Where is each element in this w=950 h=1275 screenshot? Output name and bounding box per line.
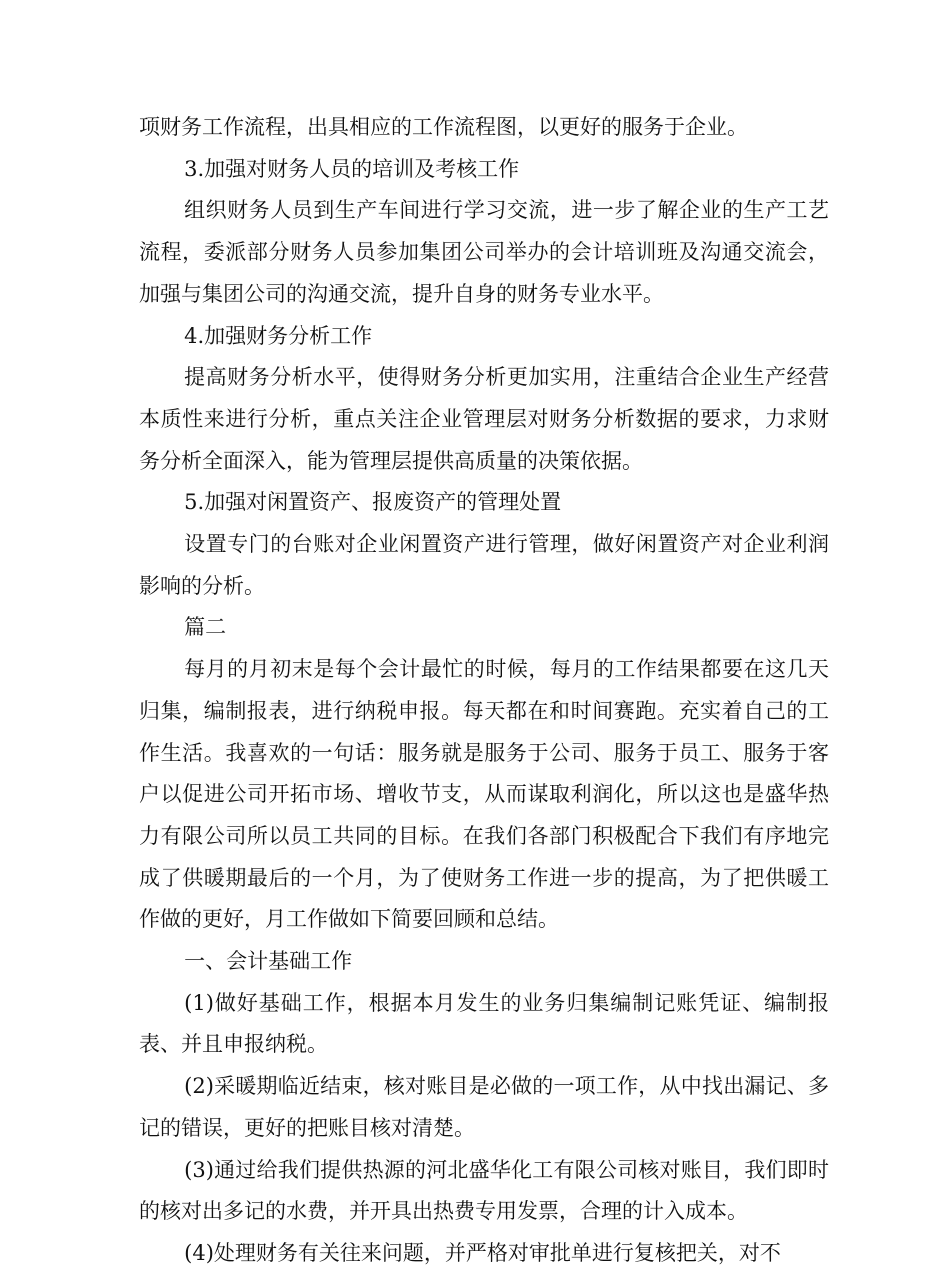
list-item-3: (3)通过给我们提供热源的河北盛华化工有限公司核对账目，我们即时的核对出多记的水费，并开具出热费专用发票，合理的计入成本。 — [139, 1157, 829, 1224]
list-item-4: (4)处理财务有关往来问题，并严格对审批单进行复核把关，对不 — [184, 1240, 781, 1265]
list-item-1: (1)做好基础工作，根据本月发生的业务归集编制记账凭证、编制报表、并且申报纳税。 — [139, 990, 829, 1057]
paragraph-analysis: 提高财务分析水平，使得财务分析更加实用，注重结合企业生产经营本质性来进行分析，重点关注企业管理层对财务分析数据的要求，力求财务分析全面深入，能为管理层提供高质量的决策依据。 — [139, 365, 829, 473]
part-two-heading: 篇二 — [184, 615, 227, 640]
paragraph-continuation: 项财务工作流程，出具相应的工作流程图，以更好的服务于企业。 — [139, 115, 748, 139]
list-item-2: (2)采暖期临近结束，核对账目是必做的一项工作，从中找出漏记、多记的错误，更好的把账目核对清楚。 — [139, 1074, 829, 1140]
document-body — [139, 107, 829, 1275]
paragraph-training: 组织财务人员到生产车间进行学习交流，进一步了解企业的生产工艺流程，委派部分财务人员参加集团公司举办的会计培训班及沟通交流会，加强与集团公司的沟通交流，提升自身的财务专业水平。 — [139, 198, 829, 306]
paragraph-assets: 设置专门的台账对企业闲置资产进行管理，做好闲置资产对企业利润影响的分析。 — [139, 532, 829, 598]
section-heading-training: 3.加强对财务人员的培训及考核工作 — [184, 156, 520, 181]
section-heading-assets: 5.加强对闲置资产、报废资产的管理处置 — [184, 490, 562, 515]
section-heading-accounting-basics: 一、会计基础工作 — [184, 949, 353, 974]
paragraph-part-two-intro: 每月的月初末是每个会计最忙的时候，每月的工作结果都要在这几天归集，编制报表，进行纳税申报。每天都在和时间赛跑。充实着自己的工作生活。我喜欢的一句话：服务就是服务于公司、服务于员工、服务于客户以促进公司开拓市场、增收节支，从而谋取利润化，所以这也是盛华热力有限公司所以员工共同的目标。在我们各部门积极配合下我们有序地完成了供暖期最后的一个月，为了使财务工作进一步的提高，为了把供暖工作做的更好，月工作做如下简要回顾和总结。 — [139, 657, 829, 932]
section-heading-analysis: 4.加强财务分析工作 — [184, 323, 373, 348]
